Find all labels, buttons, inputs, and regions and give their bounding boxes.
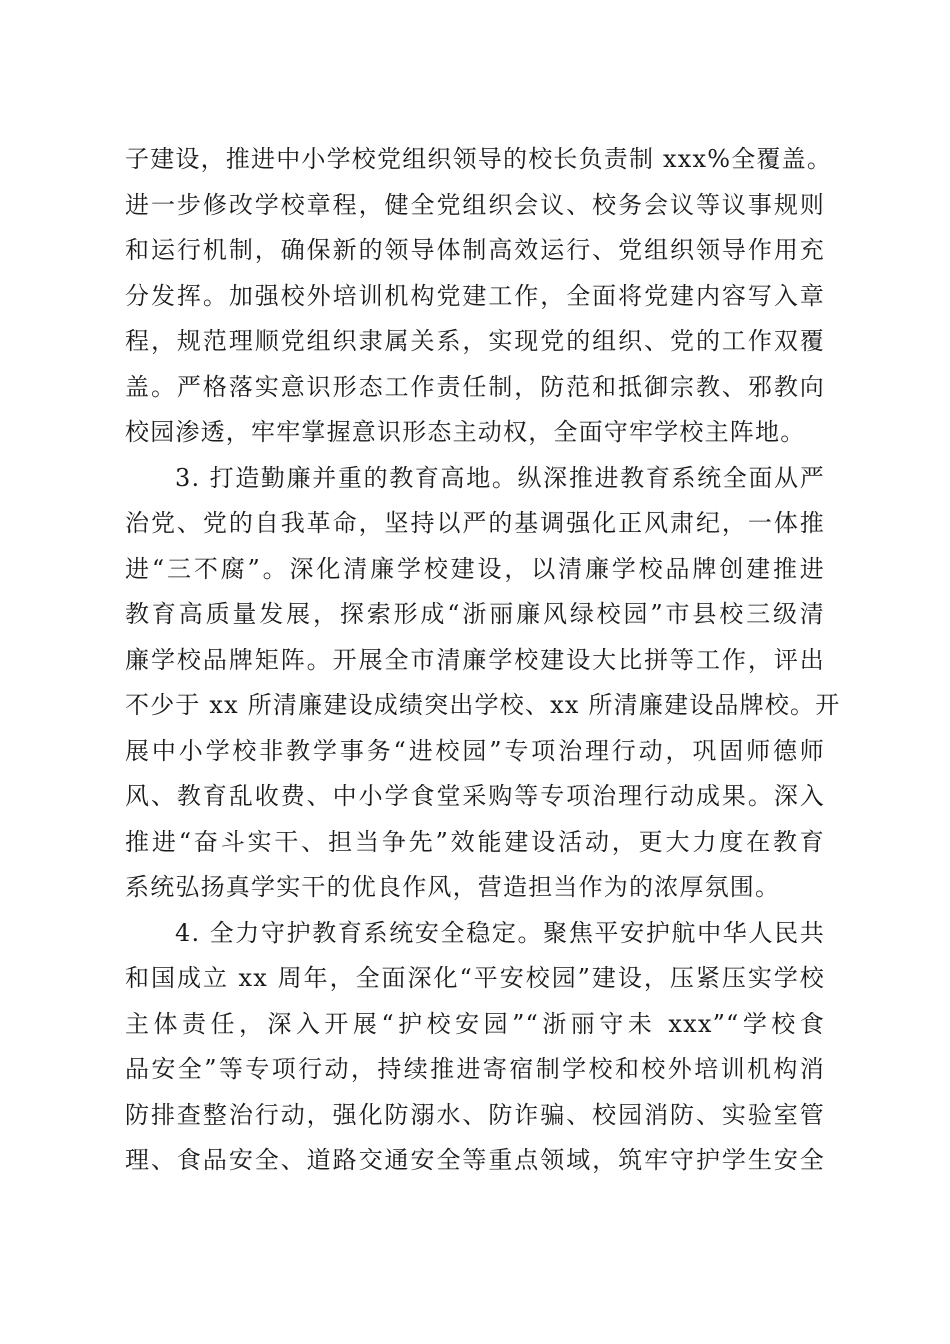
section-heading-line: 4. 全力守护教育系统安全稳定。聚焦平安护航中华人民共 (175, 918, 825, 947)
text-line: 廉学校品牌矩阵。开展全市清廉学校建设大比拼等工作，评出 (125, 645, 825, 674)
section-heading-line: 3. 打造勤廉并重的教育高地。纵深推进教育系统全面从严 (175, 463, 825, 492)
text-line: 分发挥。加强校外培训机构党建工作，全面将党建内容写入章 (125, 281, 825, 310)
text-line: 主体责任，深入开展“护校安园”“浙丽守未 xxx”“学校食 (125, 1009, 825, 1038)
text-line: 教育高质量发展，探索形成“浙丽廉风绿校园”市县校三级清 (125, 600, 825, 628)
text-line: 不少于 xx 所清廉建设成绩突出学校、xx 所清廉建设品牌校。开 (125, 691, 841, 719)
text-line: 和国成立 xx 周年，全面深化“平安校园”建设，压紧压实学校 (125, 964, 825, 992)
text-line: 程，规范理顺党组织隶属关系，实现党的组织、党的工作双覆 (125, 327, 825, 355)
text-line: 防排查整治行动，强化防溺水、防诈骗、校园消防、实验室管 (125, 1100, 825, 1129)
text-line: 治党、党的自我革命，坚持以严的基调强化正风肃纪，一体推 (125, 509, 825, 537)
text-line: 品安全”等专项行动，持续推进寄宿制学校和校外培训机构消 (125, 1055, 825, 1083)
text-line: 和运行机制，确保新的领导体制高效运行、党组织领导作用充 (125, 236, 825, 264)
text-line: 子建设，推进中小学校党组织领导的校长负责制 xxx%全覆盖。 (125, 145, 833, 173)
text-line: 风、教育乱收费、中小学食堂采购等专项治理行动成果。深入 (125, 782, 825, 810)
document-body (125, 137, 841, 1184)
text-line: 推进“奋斗实干、担当争先”效能建设活动，更大力度在教育 (125, 827, 825, 856)
text-line: 理、食品安全、道路交通安全等重点领域，筑牢守护学生安全 (125, 1146, 825, 1174)
text-line: 系统弘扬真学实干的优良作风，营造担当作为的浓厚氛围。 (125, 873, 781, 901)
text-line: 进“三不腐”。深化清廉学校建设，以清廉学校品牌创建推进 (125, 554, 825, 583)
text-line: 进一步修改学校章程，健全党组织会议、校务会议等议事规则 (125, 190, 825, 219)
text-line: 校园渗透，牢牢掌握意识形态主动权，全面守牢学校主阵地。 (125, 418, 806, 446)
text-line: 盖。严格落实意识形态工作责任制，防范和抵御宗教、邪教向 (125, 372, 825, 401)
text-line: 展中小学校非教学事务“进校园”专项治理行动，巩固师德师 (125, 736, 825, 765)
